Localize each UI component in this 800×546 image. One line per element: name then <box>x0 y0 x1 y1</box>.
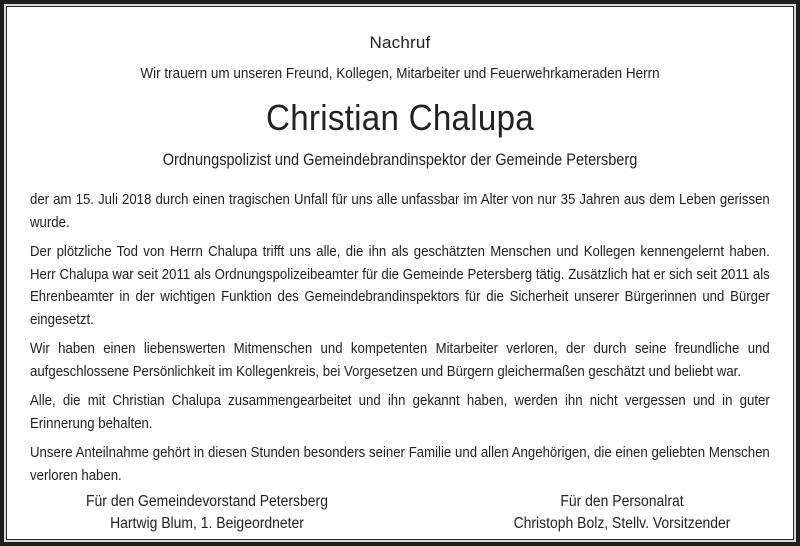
intro-line: Wir trauern um unseren Freund, Kollegen, Mitarbeiter und Feuerwehrkameraden Herrn <box>140 65 660 82</box>
deceased-role: Ordnungspolizist und Gemeindebrandinspektor der Gemeinde Petersberg <box>162 151 638 169</box>
notice-body <box>30 189 770 494</box>
paragraph: Der plötzliche Tod von Herrn Chalupa trifft uns alle, die ihn als geschätzten Menschen und Kollegen kennengelernt haben. Herr Chalupa war seit 2011 als Ordnungspolizeibeamter für die Gemeinde Petersberg tätig. Zusätzlich hat er sich seit 2011 als Ehrenbeamter in der wichtigen Funktion des Gemeindebrandinspektors für die Sicherheit unserer Bürgerinnen und Bürger eingesetzt. <box>30 243 770 328</box>
paragraph: Wir haben einen liebenswerten Mitmenschen und kompetenten Mitarbeiter verloren, der durch seine freundliche und aufgeschlossene Persönlichkeit im Kollegenkreis, bei Vorgesetzen und Bürgern gleichermaßen geschätzt und beliebt war. <box>30 340 770 380</box>
paragraph: der am 15. Juli 2018 durch einen tragischen Unfall für uns alle unfassbar im Alter von nur 35 Jahren aus dem Leben gerissen wurde. <box>30 191 770 231</box>
signature-block-council <box>47 491 367 535</box>
signature-person: Hartwig Blum, 1. Beigeordneter <box>110 515 304 532</box>
signature-org: Für den Personalrat <box>560 493 684 510</box>
signature-org: Für den Gemeindevorstand Petersberg <box>86 493 328 510</box>
paragraph: Alle, die mit Christian Chalupa zusammengearbeitet und ihn gekannt haben, werden ihn nicht vergessen und in guter Erinnerung behalten. <box>30 392 770 432</box>
signature-block-staff-council <box>472 491 772 535</box>
notice-heading: Nachruf <box>369 33 431 52</box>
signature-person: Christoph Bolz, Stellv. Vorsitzender <box>513 515 731 532</box>
paragraph: Unsere Anteilnahme gehört in diesen Stunden besonders seiner Familie und allen Angehörigen, die einen geliebten Menschen verloren haben. <box>30 444 770 484</box>
obituary-notice <box>7 7 793 539</box>
deceased-name: Christian Chalupa <box>266 97 534 138</box>
